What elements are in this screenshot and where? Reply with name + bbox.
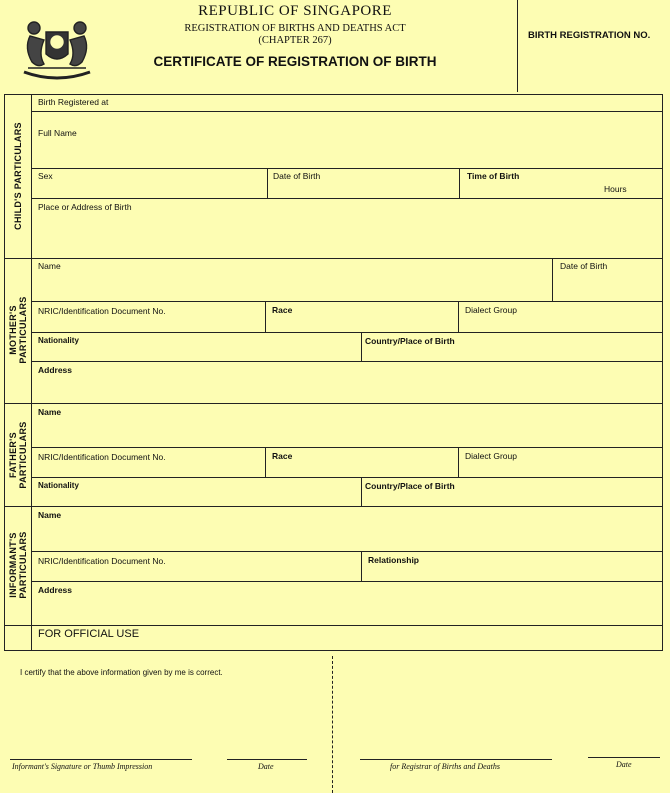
section-label-column	[31, 94, 32, 651]
mother-father-divider	[4, 403, 663, 404]
row-line	[31, 332, 663, 333]
act-title: REGISTRATION OF BIRTHS AND DEATHS ACT	[184, 23, 406, 34]
informant-relationship-field[interactable]: Relationship	[368, 555, 420, 565]
certificate-title: CERTIFICATE OF REGISTRATION OF BIRTH	[153, 54, 437, 69]
row-line	[31, 168, 663, 169]
row-line	[31, 198, 663, 199]
registrar-signature-label: for Registrar of Births and Deaths	[390, 762, 501, 771]
mother-section-line1: MOTHER'S	[8, 305, 18, 355]
col-line	[361, 477, 362, 506]
registrar-signature-line[interactable]	[360, 759, 552, 760]
form-box	[4, 94, 663, 651]
col-line	[361, 332, 362, 361]
birth-registered-at-field[interactable]: Birth Registered at	[38, 97, 109, 107]
informant-signature-line[interactable]	[10, 759, 192, 760]
child-sex-field[interactable]: Sex	[38, 171, 53, 181]
mother-nric-field[interactable]: NRIC/Identification Document No.	[38, 306, 166, 316]
informant-official-divider	[4, 625, 663, 626]
mother-name-field[interactable]: Name	[38, 261, 61, 271]
mother-nationality-field[interactable]: Nationality	[38, 336, 79, 345]
mother-dialect-field[interactable]: Dialect Group	[465, 305, 517, 315]
child-mother-divider	[4, 258, 663, 259]
hours-label: Hours	[604, 184, 627, 194]
father-informant-divider	[4, 506, 663, 507]
reg-no-divider	[517, 0, 518, 92]
father-section-line1: FATHER'S	[8, 432, 18, 478]
father-section-line2: PARTICULARS	[18, 421, 28, 489]
mother-section-label	[8, 296, 28, 363]
father-nric-field[interactable]: NRIC/Identification Document No.	[38, 452, 166, 462]
row-line	[31, 111, 663, 112]
certify-statement: I certify that the above information given by me is correct.	[20, 668, 223, 677]
registrar-date-line[interactable]	[588, 757, 660, 758]
coat-of-arms-emblem	[16, 14, 98, 86]
informant-address-field[interactable]: Address	[38, 585, 73, 595]
informant-date-label: Date	[258, 762, 274, 771]
col-line	[267, 168, 268, 198]
republic-title: REPUBLIC OF SINGAPORE	[198, 3, 392, 19]
row-line	[31, 361, 663, 362]
child-place-field[interactable]: Place or Address of Birth	[38, 202, 132, 212]
col-line	[265, 447, 266, 477]
informant-signature-label: Informant's Signature or Thumb Impression	[12, 762, 153, 771]
col-line	[552, 258, 553, 301]
child-full-name-field[interactable]: Full Name	[38, 128, 77, 138]
father-section-label	[8, 421, 28, 488]
col-line	[361, 551, 362, 581]
col-line	[458, 447, 459, 477]
col-line	[265, 301, 266, 332]
father-country-field[interactable]: Country/Place of Birth	[365, 481, 455, 491]
row-line	[31, 551, 663, 552]
child-section-label: CHILD'S PARTICULARS	[13, 122, 23, 230]
mother-address-field[interactable]: Address	[38, 365, 73, 375]
father-race-field[interactable]: Race	[272, 451, 293, 461]
father-nationality-field[interactable]: Nationality	[38, 481, 79, 490]
col-line	[458, 301, 459, 332]
chapter-title: (CHAPTER 267)	[258, 35, 332, 46]
mother-country-field[interactable]: Country/Place of Birth	[365, 336, 455, 346]
registrar-date-label: Date	[616, 760, 632, 769]
informant-nric-field[interactable]: NRIC/Identification Document No.	[38, 556, 166, 566]
father-name-field[interactable]: Name	[38, 407, 62, 417]
father-dialect-field[interactable]: Dialect Group	[465, 451, 517, 461]
footer-divider	[332, 656, 333, 793]
informant-section-line1: INFORMANT'S	[8, 532, 18, 598]
mother-section-line2: PARTICULARS	[18, 296, 28, 364]
mother-dob-field[interactable]: Date of Birth	[560, 261, 608, 271]
row-line	[31, 301, 663, 302]
col-line	[459, 168, 460, 198]
child-dob-field[interactable]: Date of Birth	[273, 171, 321, 181]
birth-registration-no-label: BIRTH REGISTRATION NO.	[528, 30, 651, 41]
informant-name-field[interactable]: Name	[38, 510, 62, 520]
official-use-label: FOR OFFICIAL USE	[38, 628, 140, 640]
row-line	[31, 447, 663, 448]
mother-race-field[interactable]: Race	[272, 305, 293, 315]
informant-section-line2: PARTICULARS	[18, 531, 28, 599]
informant-date-line[interactable]	[227, 759, 307, 760]
row-line	[31, 477, 663, 478]
informant-section-label	[8, 531, 28, 598]
child-tob-field[interactable]: Time of Birth	[467, 171, 520, 181]
row-line	[31, 581, 663, 582]
